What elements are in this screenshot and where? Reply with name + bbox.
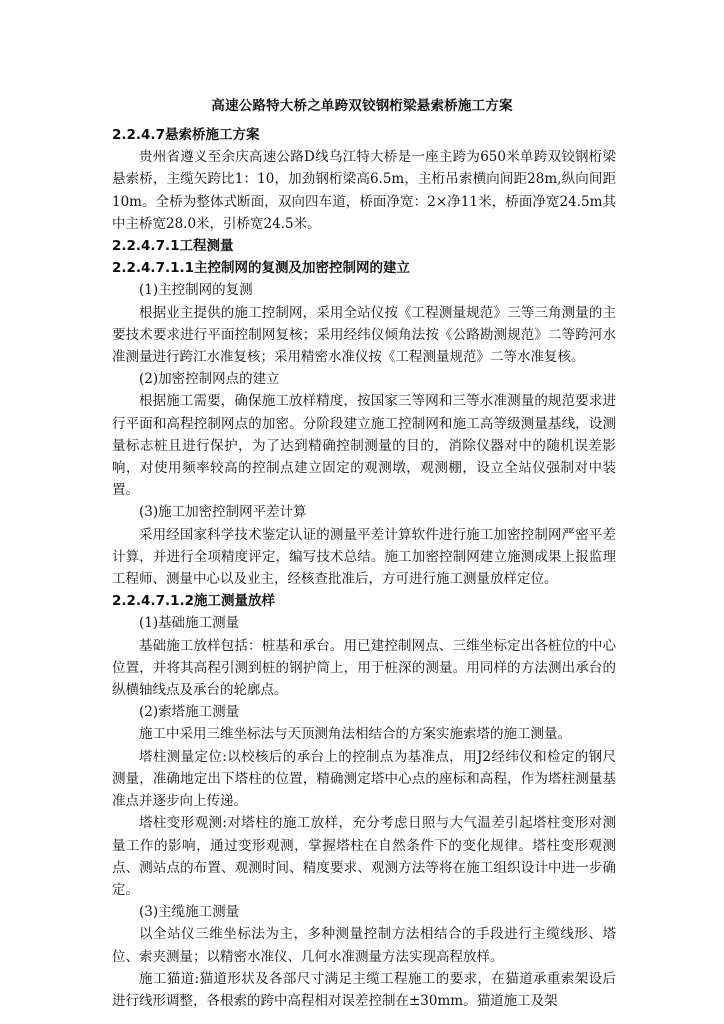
subheading: (1)基础施工测量 [139,615,240,632]
section-number: 2.2.4.7.1.1 [112,260,195,277]
paragraph: 以全站仪三维坐标法为主，多种测量控制方法相结合的手段进行主缆线形、塔位、索夹测量；以精密水准仪、几何水准测量方法实现高程放样。 [112,926,616,965]
section-title: 工程测量 [179,238,234,255]
subheading: (3)主缆施工测量 [139,904,240,921]
document-body [112,124,616,1012]
paragraph: 塔柱测量定位:以校核后的承台上的控制点为基准点，用J2经纬仪和检定的钢尺测量，准确地定出下塔柱的位置，精确测定塔中心点的座标和高程，作为塔柱测量基准点并逐步向上传递。 [112,748,616,810]
section-heading [112,235,616,257]
section-title: 施工测量放样 [194,593,276,610]
paragraph: 施工猫道:猫道形状及各部尺寸满足主缆工程施工的要求，在猫道承重索架设后进行线形调整，各根索的跨中高程相对误差控制在±30mm。猫道施工及架 [112,970,616,1009]
paragraph: 施工中采用三维坐标法与天顶测角法相结合的方案实施索塔的施工测量。 [139,726,571,743]
subheading: (2)加密控制网点的建立 [139,371,280,388]
subheading: (3)施工加密控制网平差计算 [139,504,307,521]
section-heading [112,257,616,279]
section-heading [112,124,616,146]
paragraph: 采用经国家科学技术鉴定认证的测量平差计算软件进行施工加密控制网严密平差计算，并进行全项精度评定，编写技术总结。施工加密控制网建立施测成果上报监理工程师、测量中心以及业主，经核查批准后，方可进行施工测量放样定位。 [112,526,616,588]
paragraph: 基础施工放样包括：桩基和承台。用已建控制网点、三维坐标定出各桩位的中心位置，并将其高程引测到桩的钢护筒上，用于桩深的测量。用同样的方法测出承台的纵横轴线点及承台的轮廓点。 [112,637,616,699]
paragraph: 根据业主提供的施工控制网，采用全站仪按《工程测量规范》三等三角测量的主要技术要求进行平面控制网复核；采用经纬仪倾角法按《公路勘测规范》二等跨河水准测量进行跨江水准复核；采用精密水准仪按《工程测量规范》二等水准复核。 [112,304,616,366]
subheading: (1)主控制网的复测 [139,282,253,299]
section-title: 主控制网的复测及加密控制网的建立 [194,260,411,277]
subheading: (2)索塔施工测量 [139,704,240,721]
paragraph: 根据施工需要，确保施工放样精度，按国家三等网和三等水准测量的规范要求进行平面和高程控制网点的加密。分阶段建立施工控制网和施工高等级测量基线，设测量标志桩且进行保护，为了达到精确控制测量的目的，消除仪器对中的随机误差影响，对使用频率较高的控制点建立固定的观测墩，观测棚，设立全站仪强制对中装置。 [112,393,616,499]
section-heading [112,590,616,612]
document-title: 高速公路特大桥之单跨双铰钢桁梁悬索桥施工方案 [211,98,513,114]
paragraph: 塔柱变形观测:对塔柱的施工放样，充分考虑日照与大气温差引起塔柱变形对测量工作的影响，通过变形观测，掌握塔柱在自然条件下的变化规律。塔柱变形观测点、测站点的布置、观测时间、精度要求、观测方法等将在施工组织设计中进一步确定。 [112,815,616,898]
section-number: 2.2.4.7 [112,127,165,143]
section-number: 2.2.4.7.1.2 [112,593,195,610]
section-title: 悬索桥施工方案 [164,127,260,143]
section-number: 2.2.4.7.1 [112,238,180,255]
paragraph: 贵州省遵义至余庆高速公路D线乌江特大桥是一座主跨为650米单跨双铰钢桁梁悬索桥，主缆矢跨比1：10，加劲钢桁梁高6.5m，主桁吊索横向间距28m,纵向间距10m。全桥为整体式断面，双向四车道，桥面净宽：2×净11米，桥面净宽24.5m其中主桥宽28.0米，引桥宽24.5米。 [112,149,616,232]
